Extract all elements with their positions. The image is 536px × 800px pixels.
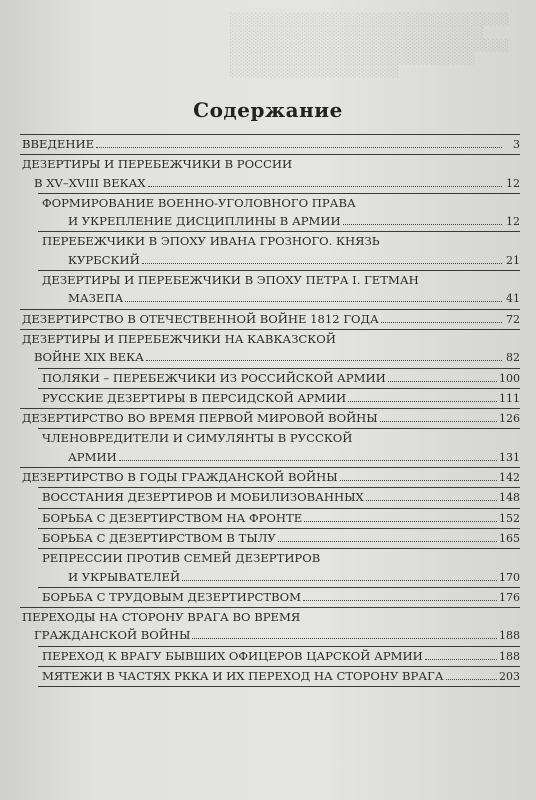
toc-entry[interactable]	[20, 607, 520, 646]
toc-entry-title: ДЕЗЕРТИРСТВО ВО ВРЕМЯ ПЕРВОЙ МИРОВОЙ ВОЙНЫ	[22, 411, 378, 426]
toc-line	[42, 448, 520, 467]
toc-entry-title: АРМИИ	[68, 449, 117, 464]
toc-entry-title: ВОССТАНИЯ ДЕЗЕРТИРОВ И МОБИЛИЗОВАННЫХ	[42, 490, 364, 505]
toc-entry-title: БОРЬБА С ДЕЗЕРТИРСТВОМ В ТЫЛУ	[42, 530, 276, 545]
toc-entry-title: БОРЬБА С ТРУДОВЫМ ДЕЗЕРТИРСТВОМ	[42, 589, 302, 604]
dot-leader	[182, 580, 497, 581]
toc-entry-title: РУССКИЕ ДЕЗЕРТИРЫ В ПЕРСИДСКОЙ АРМИИ	[42, 390, 347, 405]
page-number: 3	[513, 138, 520, 151]
toc-entry[interactable]	[20, 154, 520, 193]
toc-line	[42, 667, 520, 686]
toc-subentry[interactable]	[38, 388, 520, 408]
dot-leader	[388, 381, 497, 382]
page-number: 152	[499, 511, 520, 525]
dot-leader	[381, 322, 502, 323]
page-number: 41	[506, 292, 520, 306]
toc-entry-title: ДЕЗЕРТИРЫ И ПЕРЕБЕЖЧИКИ В ЭПОХУ ПЕТРА I. ГЕТМАН	[42, 273, 419, 288]
page-number: 131	[499, 450, 520, 464]
page-number: 188	[499, 649, 520, 663]
toc-line	[22, 409, 520, 428]
toc-entry[interactable]	[20, 309, 520, 329]
page-number: 170	[499, 570, 520, 584]
toc-line	[22, 348, 520, 367]
dot-leader	[304, 521, 497, 522]
toc-line	[42, 369, 520, 388]
page-number: 100	[499, 371, 520, 385]
dot-leader	[340, 480, 497, 481]
toc-line	[42, 251, 520, 270]
toc-entry-title: ПЕРЕХОД К ВРАГУ БЫВШИХ ОФИЦЕРОВ ЦАРСКОЙ АРМИИ	[42, 648, 423, 663]
toc-entry-title: БОРЬБА С ДЕЗЕРТИРСТВОМ НА ФРОНТЕ	[42, 510, 303, 525]
show-through-text: ░░░░░░░░░░░░░░░░░░░░░░░░░░░░░░░░░ ░░░░░░░░░░░░░░░░░░░░░░░░░░░░░░ ░░░░░░░░░░░░░░░░░░░░░░░░░░░░░░░░░ ░░░░░░░░░░░░░░░░░░░░░░░░░░░░░ ░░░░░░░░░░░░░░░░░░░░	[230, 13, 510, 78]
toc-subentry[interactable]	[38, 646, 520, 666]
toc-line	[22, 174, 520, 193]
toc-entry-title: И УКРЫВАТЕЛЕЙ	[68, 569, 181, 584]
toc-entry-title: В XV–XVIII ВЕКАХ	[34, 175, 146, 190]
toc-line	[42, 529, 520, 548]
page-number: 72	[506, 312, 520, 326]
toc-line	[42, 271, 520, 289]
dot-leader	[142, 263, 502, 264]
toc-entry[interactable]	[20, 408, 520, 428]
toc-line	[22, 330, 520, 348]
toc-entry[interactable]	[20, 467, 520, 487]
toc-line	[22, 155, 520, 173]
toc-entry[interactable]	[20, 329, 520, 368]
toc-entry-title: ПЕРЕХОДЫ НА СТОРОНУ ВРАГА ВО ВРЕМЯ	[22, 610, 301, 625]
toc-line	[42, 232, 520, 250]
dot-leader	[148, 186, 502, 187]
toc-subentry[interactable]	[38, 270, 520, 309]
toc-line	[42, 429, 520, 447]
toc-entry-title: ДЕЗЕРТИРСТВО В ОТЕЧЕСТВЕННОЙ ВОЙНЕ 1812 ГОДА	[22, 311, 379, 326]
page-number: 12	[506, 215, 520, 229]
toc-subentry[interactable]	[38, 528, 520, 548]
toc-entry-title: ВОЙНЕ XIX ВЕКА	[34, 350, 144, 365]
dot-leader	[96, 147, 502, 148]
toc-entry-title: КУРБСКИЙ	[68, 252, 140, 267]
toc-line	[42, 588, 520, 607]
toc-entry-title: РЕПРЕССИИ ПРОТИВ СЕМЕЙ ДЕЗЕРТИРОВ	[42, 551, 321, 566]
toc-line	[42, 568, 520, 587]
dot-leader	[446, 679, 497, 680]
toc-subentry[interactable]	[38, 487, 520, 507]
toc-entry[interactable]	[20, 134, 520, 154]
toc-subentry[interactable]	[38, 548, 520, 587]
dot-leader	[348, 401, 497, 402]
toc-line	[42, 488, 520, 507]
page-number: 82	[506, 351, 520, 365]
page-number: 148	[499, 491, 520, 505]
dot-leader	[425, 659, 497, 660]
toc-line	[22, 626, 520, 645]
toc-subentry[interactable]	[38, 193, 520, 232]
toc-entry-title: ЧЛЕНОВРЕДИТЕЛИ И СИМУЛЯНТЫ В РУССКОЙ	[42, 431, 353, 446]
toc-line	[42, 194, 520, 212]
dot-leader	[146, 360, 502, 361]
page-number: 12	[506, 176, 520, 190]
page-number: 21	[506, 253, 520, 267]
dot-leader	[366, 500, 497, 501]
toc-entry-title: ПОЛЯКИ – ПЕРЕБЕЖЧИКИ ИЗ РОССИЙСКОЙ АРМИИ	[42, 370, 386, 385]
toc-entry-title: ДЕЗЕРТИРСТВО В ГОДЫ ГРАЖДАНСКОЙ ВОЙНЫ	[22, 470, 338, 485]
page-number: 111	[499, 391, 520, 405]
toc-subentry[interactable]	[38, 368, 520, 388]
toc-line	[22, 310, 520, 329]
toc-entry-title: МАЗЕПА	[68, 291, 124, 306]
toc-entry-title: МЯТЕЖИ В ЧАСТЯХ РККА И ИХ ПЕРЕХОД НА СТОРОНУ ВРАГА	[42, 669, 444, 684]
dot-leader	[192, 638, 497, 639]
page-number: 165	[499, 531, 520, 545]
toc-line	[42, 549, 520, 567]
toc-subentry[interactable]	[38, 231, 520, 270]
toc-subentry[interactable]	[38, 666, 520, 687]
toc-entry-title: ВВЕДЕНИЕ	[22, 137, 95, 151]
toc-line	[42, 289, 520, 308]
dot-leader	[119, 460, 497, 461]
toc-line	[42, 647, 520, 666]
dot-leader	[303, 600, 497, 601]
toc-entry-title: ДЕЗЕРТИРЫ И ПЕРЕБЕЖЧИКИ В РОССИИ	[22, 157, 293, 172]
toc-subentry[interactable]	[38, 587, 520, 607]
toc-line	[42, 389, 520, 408]
toc-line	[22, 468, 520, 487]
toc-line	[42, 212, 520, 231]
dot-leader	[380, 421, 497, 422]
toc-line	[22, 608, 520, 626]
dot-leader	[278, 541, 497, 542]
page-number: 176	[499, 590, 520, 604]
page-number: 126	[499, 412, 520, 426]
toc-subentry[interactable]	[38, 508, 520, 528]
toc-entry-title: ПЕРЕБЕЖЧИКИ В ЭПОХУ ИВАНА ГРОЗНОГО. КНЯЗЬ	[42, 234, 380, 249]
page-title: Содержание	[193, 98, 343, 122]
toc-entry-title: ФОРМИРОВАНИЕ ВОЕННО-УГОЛОВНОГО ПРАВА	[42, 195, 356, 210]
page-number: 203	[499, 670, 520, 684]
page-number: 188	[499, 629, 520, 643]
toc-entry-title: ДЕЗЕРТИРЫ И ПЕРЕБЕЖЧИКИ НА КАВКАЗСКОЙ	[22, 331, 336, 346]
table-of-contents	[20, 134, 520, 687]
toc-entry-title: ГРАЖДАНСКОЙ ВОЙНЫ	[34, 628, 191, 643]
toc-entry-title: И УКРЕПЛЕНИЕ ДИСЦИПЛИНЫ В АРМИИ	[68, 214, 341, 229]
dot-leader	[125, 301, 502, 302]
dot-leader	[343, 224, 502, 225]
toc-subentry[interactable]	[38, 428, 520, 467]
page-number: 142	[499, 471, 520, 485]
toc-line	[22, 135, 520, 154]
toc-line	[42, 509, 520, 528]
